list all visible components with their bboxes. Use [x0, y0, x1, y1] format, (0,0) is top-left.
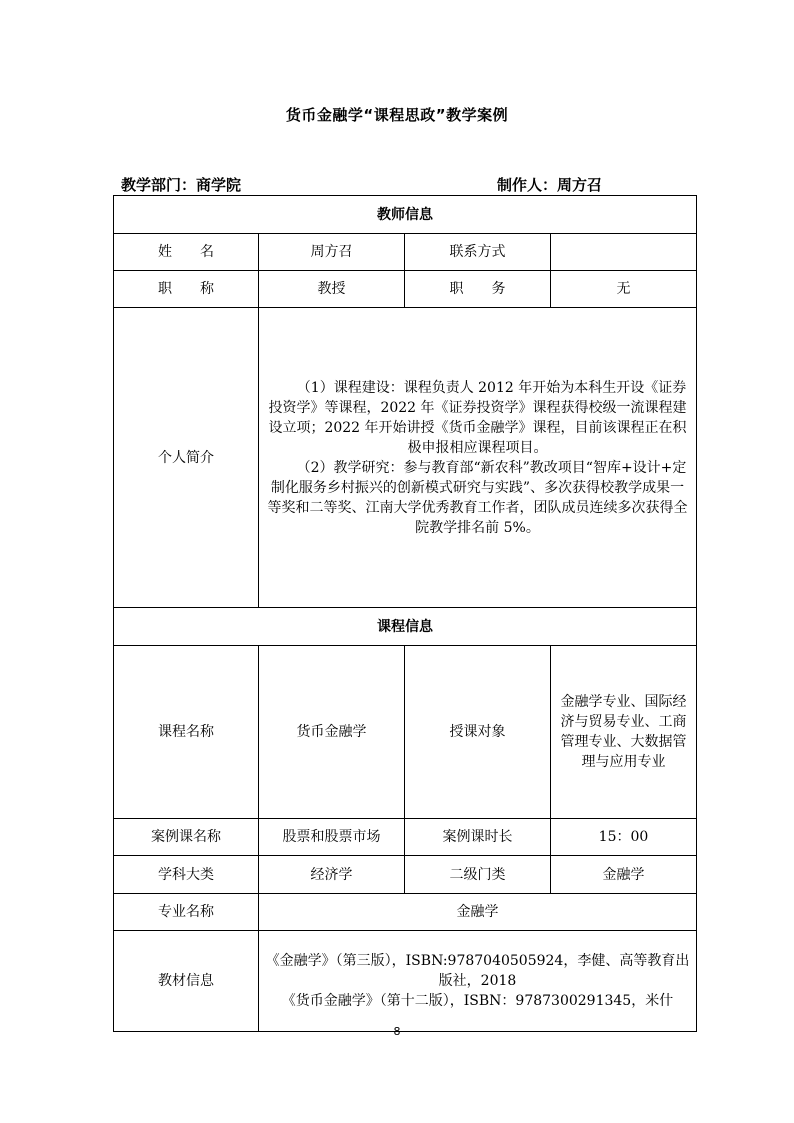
discipline-label: 学科大类	[114, 856, 259, 894]
table-row	[114, 819, 697, 856]
major-value: 金融学	[259, 894, 697, 931]
name-value: 周方召	[259, 234, 405, 271]
textbook-content	[259, 931, 697, 1032]
course-section-heading: 课程信息	[114, 608, 697, 646]
bio-paragraph-2: （2）教学研究：参与教育部“新农科”教改项目“智库+设计+定制化服务乡村振兴的创新模式研究与实践”、多次获得校教学成果一等奖和二等奖、江南大学优秀教育工作者，团队成员连续多次获得全院教学排名前 5%。	[267, 459, 688, 536]
course-name-label: 课程名称	[114, 646, 259, 819]
table-row	[114, 894, 697, 931]
discipline-value: 经济学	[259, 856, 405, 894]
teacher-section-row	[114, 196, 697, 234]
course-name-value: 货币金融学	[259, 646, 405, 819]
duty-label: 职 务	[405, 271, 551, 308]
table-row	[114, 234, 697, 271]
bio-label: 个人简介	[114, 308, 259, 608]
teacher-section-heading: 教师信息	[114, 196, 697, 234]
bio-content	[259, 308, 697, 608]
title-value: 教授	[259, 271, 405, 308]
major-label: 专业名称	[114, 894, 259, 931]
table-row	[114, 646, 697, 819]
textbook-2: 《货币金融学》（第十二版），ISBN：9787300291345，米什	[281, 993, 674, 1009]
course-section-row	[114, 608, 697, 646]
table-row	[114, 308, 697, 608]
teaching-case-table	[113, 195, 697, 1032]
title-label: 职 称	[114, 271, 259, 308]
contact-value	[551, 234, 697, 271]
case-duration-value: 15：00	[551, 819, 697, 856]
subdiscipline-value: 金融学	[551, 856, 697, 894]
subdiscipline-label: 二级门类	[405, 856, 551, 894]
document-title: 货币金融学“课程思政”教学案例	[285, 106, 509, 124]
audience-label: 授课对象	[405, 646, 551, 819]
case-name-label: 案例课名称	[114, 819, 259, 856]
textbook-label: 教材信息	[114, 931, 259, 1032]
duty-value: 无	[551, 271, 697, 308]
table-row	[114, 271, 697, 308]
case-name-value: 股票和股票市场	[259, 819, 405, 856]
case-duration-label: 案例课时长	[405, 819, 551, 856]
textbook-1: 《金融学》（第三版），ISBN:9787040505924，李健、高等教育出版社，2018	[265, 953, 690, 989]
table-row	[114, 931, 697, 1032]
audience-value: 金融学专业、国际经济与贸易专业、工商管理专业、大数据管理与应用专业	[551, 646, 697, 819]
contact-label: 联系方式	[405, 234, 551, 271]
table-row	[114, 856, 697, 894]
bio-paragraph-1: （1）课程建设：课程负责人 2012 年开始为本科生开设《证券投资学》等课程，2022 年《证券投资学》课程获得校级一流课程建设立项；2022 年开始讲授《货币金融学》课程，目前该课程正在积极申报相应课程项目。	[268, 379, 687, 456]
name-label: 姓 名	[114, 234, 259, 271]
department-label: 教学部门：商学院	[121, 176, 242, 194]
page-number: 8	[393, 1025, 401, 1038]
author-label: 制作人：周方召	[497, 176, 603, 194]
